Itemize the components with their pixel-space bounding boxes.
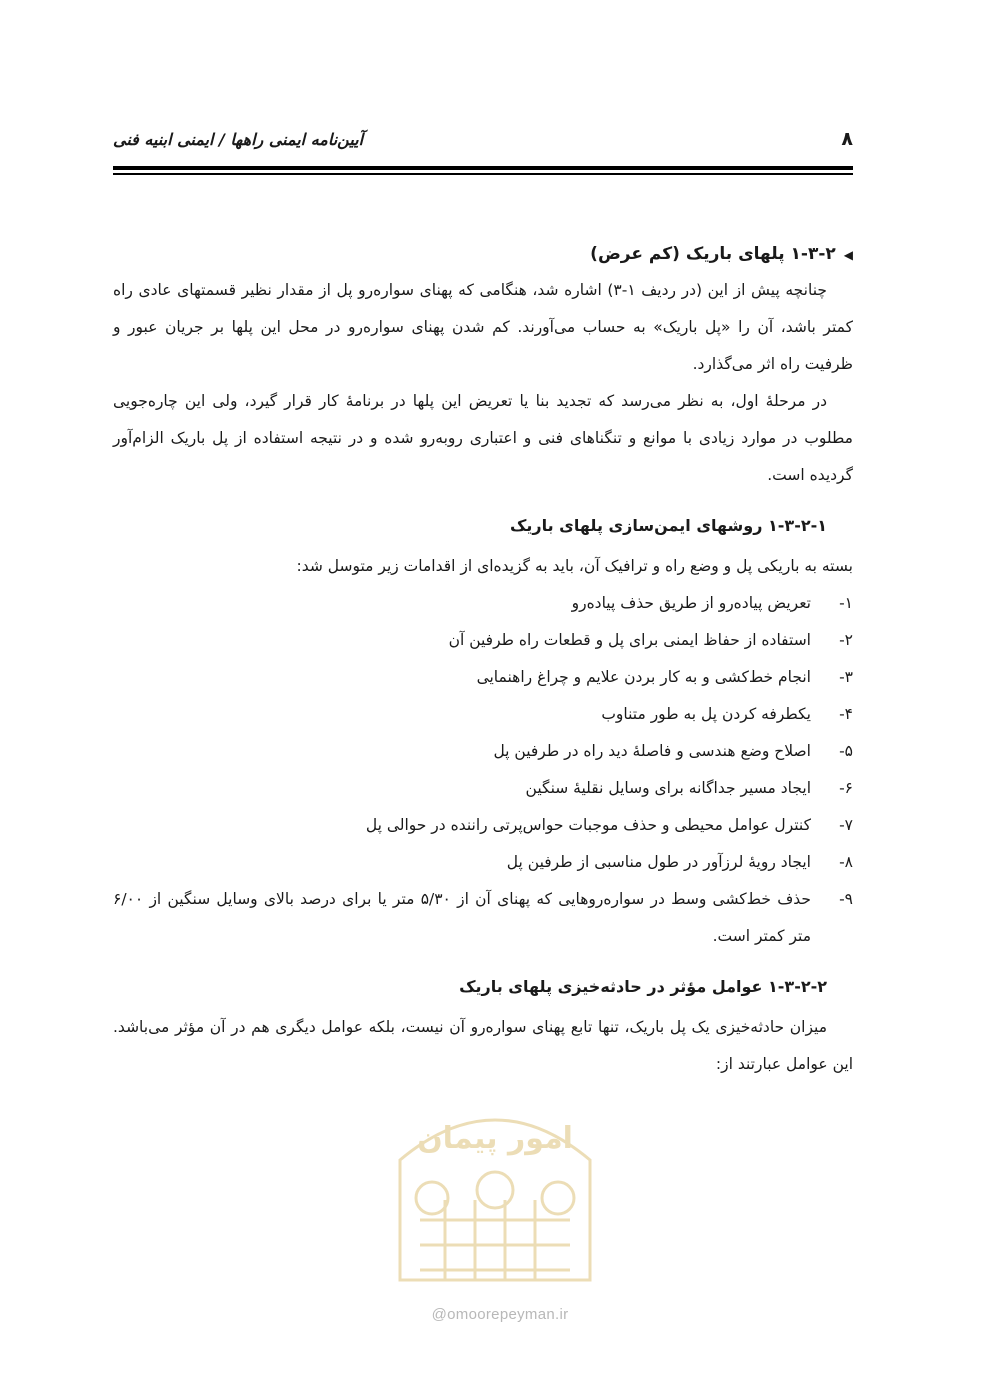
list-item	[113, 733, 853, 770]
page-content	[113, 236, 853, 1083]
header-rule-thin	[113, 173, 853, 175]
list-item-text: تعریض پیاده‌رو از طریق حذف پیاده‌رو	[571, 594, 811, 612]
at-sign-icon: @	[431, 1306, 448, 1323]
header-rule-thick	[113, 166, 853, 170]
subsection-heading: ۱-۳-۲-۱ روشهای ایمن‌سازی پلهای باریک	[509, 516, 827, 535]
list-item-number: ۸-	[839, 853, 853, 871]
list-item	[113, 696, 853, 733]
list-item-text: یکطرفه کردن پل به طور متناوب	[601, 705, 811, 723]
list-item	[113, 622, 853, 659]
svg-text:امور پیمان: امور پیمان	[417, 1121, 573, 1156]
list-item	[113, 585, 853, 622]
list-item-number: ۳-	[839, 668, 853, 686]
list-item-text: انجام خط‌کشی و به کار بردن علایم و چراغ راهنمایی	[476, 668, 811, 686]
running-header	[113, 128, 853, 160]
list-item-number: ۷-	[839, 816, 853, 834]
list-item-number: ۲-	[839, 631, 853, 649]
running-header-title: آیین‌نامه ایمنی راهها / ایمنی ابنیه فنی	[113, 130, 364, 149]
list-item-number: ۶-	[839, 779, 853, 797]
list-item-number: ۹-	[839, 890, 853, 908]
section-heading	[113, 236, 853, 272]
list-item-text: کنترل عوامل محیطی و حذف موجبات حواس‌پرتی راننده در حوالی پل	[365, 816, 811, 834]
triangle-left-icon: ◀	[843, 248, 853, 262]
subsection-heading: ۱-۳-۲-۲ عوامل مؤثر در حادثه‌خیزی پلهای باریک	[459, 977, 827, 996]
list-item-number: ۵-	[839, 742, 853, 760]
watermark-logo	[360, 1090, 630, 1290]
list-item-text: ایجاد رویهٔ لرزآور در طول مناسبی از طرفین پل	[506, 853, 811, 871]
list-item-number: ۴-	[839, 705, 853, 723]
list-item	[113, 844, 853, 881]
list-item	[113, 881, 853, 955]
page-number: ۸	[841, 128, 853, 150]
subsection-intro: بسته به باریکی پل و وضع راه و ترافیک آن، باید به گزیده‌ای از اقدامات زیر متوسل شد:	[296, 557, 853, 575]
section-heading-text: ۱-۳-۲ پلهای باریک (کم عرض)	[590, 244, 836, 264]
list-item-text: حذف خط‌کشی وسط در سواره‌روهایی که پهنای آن از ۵/۳۰ متر یا برای درصد بالای وسایل سنگین از ۶/۰۰ متر کمتر است.	[113, 890, 811, 945]
site-watermark-text: omoorepeyman.ir	[447, 1306, 569, 1323]
list-item-text: ایجاد مسیر جداگانه برای وسایل نقلیهٔ سنگین	[525, 779, 811, 797]
list-item-text: استفاده از حفاظ ایمنی برای پل و قطعات راه طرفین آن	[448, 631, 811, 649]
list-item	[113, 659, 853, 696]
measures-list	[113, 585, 853, 955]
section-paragraph: چنانچه پیش از این (در ردیف ۱-۳) اشاره شد، هنگامی که پهنای سواره‌رو پل از مقدار نظیر قسمتهای عادی راه کمتر باشد، آن را «پل باریک» به حساب می‌آورند. کم شدن پهنای سواره‌رو در محل این پلها بر جریان عبور و ظرفیت راه اثر می‌گذارد.	[113, 281, 853, 373]
site-watermark	[400, 1306, 600, 1323]
list-item-text: اصلاح وضع هندسی و فاصلهٔ دید راه در طرفین پل	[493, 742, 811, 760]
list-item	[113, 807, 853, 844]
subsection-paragraph: میزان حادثه‌خیزی یک پل باریک، تنها تابع پهنای سواره‌رو آن نیست، بلکه عوامل دیگری هم در آن مؤثر می‌باشد. این عوامل عبارتند از:	[113, 1018, 853, 1073]
list-item	[113, 770, 853, 807]
section-paragraph: در مرحلهٔ اول، به نظر می‌رسد که تجدید بنا یا تعریض این پلها در برنامهٔ کار قرار گیرد، ولی این چاره‌جویی مطلوب در موارد زیادی با موانع و تنگناهای فنی و اعتباری روبه‌رو شده و در نتیجه استفاده از پل باریک الزام‌آور گردیده است.	[113, 392, 853, 484]
list-item-number: ۱-	[839, 594, 853, 612]
